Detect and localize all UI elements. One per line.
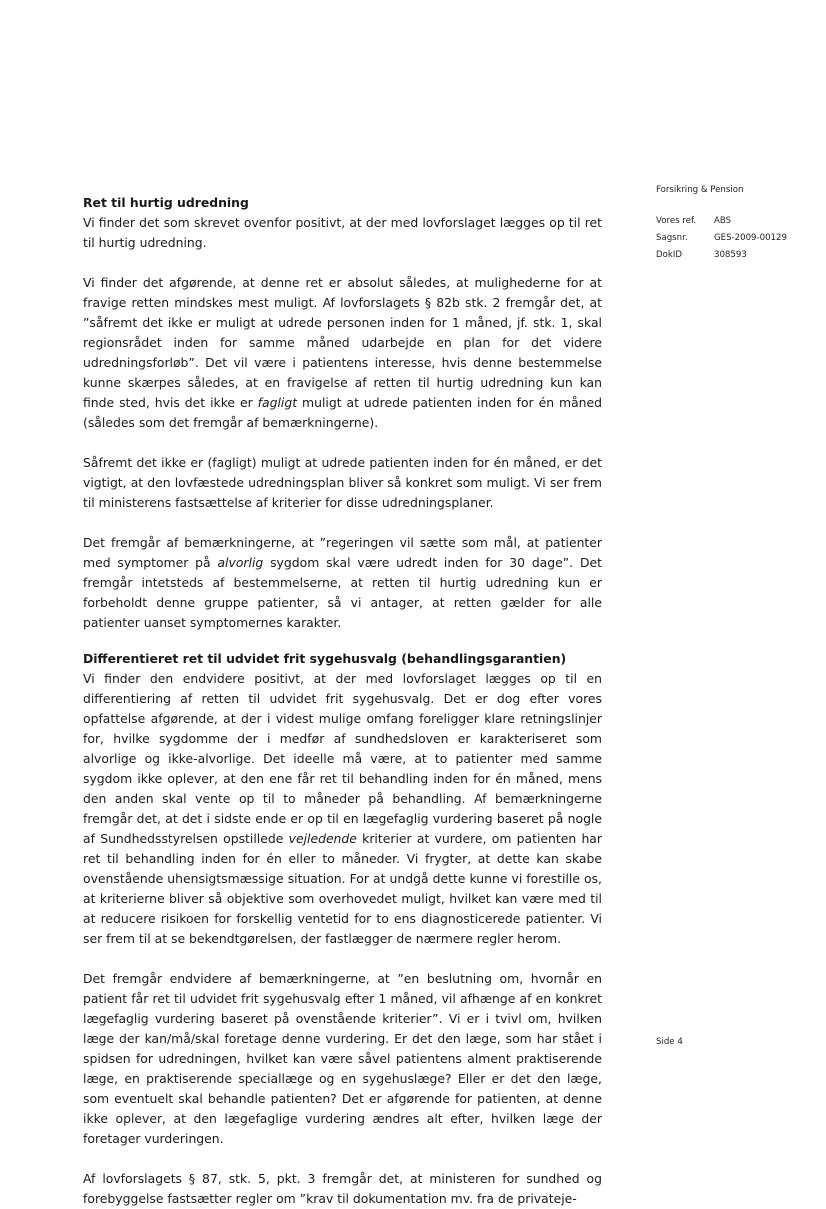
meta-value: 308593: [714, 250, 747, 260]
paragraph: [83, 1169, 602, 1209]
paragraph-text: muligt at udrede patienten inden for én måned (således som det fremgår af bemærkningerne).: [83, 395, 603, 430]
paragraph: [83, 533, 602, 633]
meta-value: ABS: [714, 216, 732, 226]
paragraph-text: Vi finder den endvidere positivt, at der med lovforslaget lægges op til en differentiering af retten til udvidet frit sygehusvalg. Det er dog efter vores opfattelse afgørende, at der i videst mulige omfang foreligger klare retningslinjer for, hvilke sygdomme der i medfør af sundhedsloven er karakteriseret som alvorlige og ikke-alvorlige. Det ideelle må være, at to patienter med samme sygdom ikke oplever, at den ene får ret til behandling inden for én måned, mens den anden skal vente op til to måneder på behandling. Af bemærkningerne fremgår det, at det i sidste ende er op til en lægefaglig vurdering baseret på nogle af Sundhedsstyrelsen opstillede: [83, 671, 602, 846]
section-heading-behandlingsgaranti: Differentieret ret til udvidet frit sygehusvalg (behandlingsgarantien): [83, 651, 567, 666]
document-body: [83, 193, 602, 1209]
meta-key: DokID: [656, 250, 683, 260]
paragraph-text: Det fremgår endvidere af bemærkningerne, at ”en beslutning om, hvornår en patient får ret til udvidet frit sygehusvalg efter 1 måned, vil afhænge af en konkret lægefaglig vurdering baseret på ovenstående kriterier”. Vi er i tvivl om, hvilken læge der kan/må/skal foretage denne vurdering. Er det den læge, som har stået i spidsen for udredningen, hvilket kan være såvel patientens alment praktiserende læge, en praktiserende speciallæge og en sygehuslæge? Eller er det den læge, som eventuelt skal behandle patienten? Det er afgørende for patienten, at denne ikke oplever, at den lægefaglige vurdering ændres alt efter, hvilken læge der foretager vurderingen.: [83, 971, 602, 1146]
meta-row-docid: [656, 247, 821, 264]
paragraph-text: Vi finder det som skrevet ovenfor positivt, at der med lovforslaget lægges op til ret til hurtig udredning.: [83, 215, 602, 250]
paragraph-text: Det fremgår af bemærkningerne, at ”regeringen vil sætte som mål, at patienter med symptomer på: [83, 535, 602, 570]
meta-key: Vores ref.: [656, 216, 697, 226]
meta-value: GES-2009-00129: [714, 233, 787, 243]
paragraph-text: Såfremt det ikke er (fagligt) muligt at udrede patienten inden for én måned, er det vigtigt, at den lovfæstede udredningsplan bliver så konkret som muligt. Vi ser frem til ministerens fastsættelse af kriterier for disse udredningsplaner.: [83, 455, 602, 510]
paragraph: [83, 213, 602, 253]
meta-row-ref: [656, 213, 821, 230]
emphasis-text: vejledende: [288, 831, 357, 846]
meta-row-case: [656, 230, 821, 247]
emphasis-text: alvorlig: [217, 555, 264, 570]
paragraph-text: Af lovforslagets § 87, stk. 5, pkt. 3 fremgår det, at ministeren for sundhed og forebyggelse fastsætter regler om ”krav til dokumentation mv. fra de privateje-: [83, 1171, 602, 1206]
paragraph: [83, 453, 602, 513]
emphasis-text: fagligt: [257, 395, 298, 410]
sidebar-meta: [656, 182, 821, 264]
meta-key: Sagsnr.: [656, 233, 688, 243]
paragraph-text: Vi finder det afgørende, at denne ret er absolut således, at mulighederne for at fravige retten mindskes mest muligt. Af lovforslagets § 82b stk. 2 fremgår det, at ”såfremt det ikke er muligt at udrede personen inden for 1 måned, jf. stk. 1, skal regionsrådet inden for samme måned udarbejde en plan for det videre udredningsforløb”. Det vil være i patientens interesse, hvis denne bestemmelse kunne skærpes således, at en fravigelse af retten til hurtig udredning kun kan finde sted, hvis det ikke er: [83, 275, 602, 410]
section-heading-hurtig-udredning: Ret til hurtig udredning: [83, 195, 249, 210]
paragraph-text: sygdom skal være udredt inden for 30 dage”. Det fremgår intetsteds af bestemmelserne, at retten til hurtig udredning kun er forbeholdt denne gruppe patienter, så vi antager, at retten gælder for alle patienter uanset symptomernes karakter.: [83, 555, 602, 630]
page-number: Side 4: [656, 1037, 683, 1047]
paragraph: [83, 273, 602, 433]
paragraph-text: kriterier at vurdere, om patienten har ret til behandling inden for én eller to måneder. Vi frygter, at dette kan skabe ovenstående uhensigtsmæssige situation. For at undgå dette kunne vi forestille os, at kriterierne bliver så objektive som overhovedet muligt, hvilket kan være med til at reducere risikoen for forskellig ventetid for to ens diagnosticerede patienter. Vi ser frem til at se bekendtgørelsen, der fastlægger de nærmere regler herom.: [83, 831, 602, 946]
organization-name: Forsikring & Pension: [656, 185, 744, 195]
paragraph: [83, 969, 602, 1149]
paragraph: [83, 669, 602, 949]
